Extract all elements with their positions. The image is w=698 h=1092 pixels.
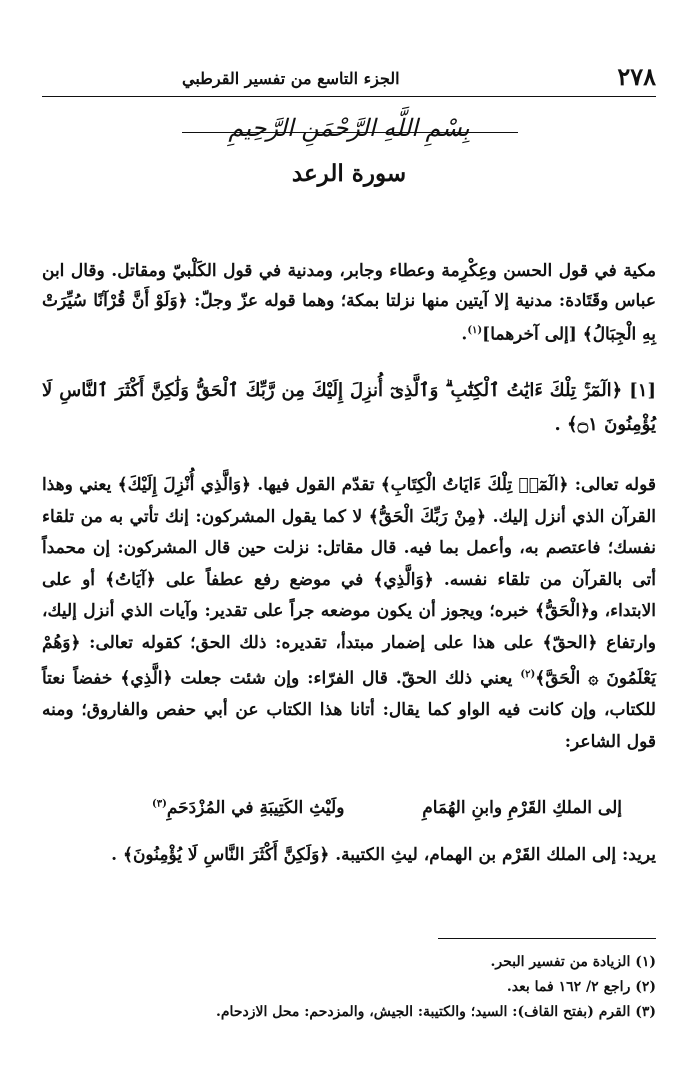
footnote-1: (١) الزيادة من تفسير البحر. (490, 954, 656, 970)
commentary-line-2: يعني وهذا القرآن الذي أنزل إليك. ﴿مِنْ رَبِّكَ الْحَقُّ﴾ لا كما يقول المشركون: إنك (42, 475, 657, 527)
footnote-2: (٢) راجع ٢/ ١٦٢ فما بعد. (506, 979, 656, 995)
footnote-ref-3: (٣) (152, 798, 167, 810)
footnote-ref-1: (١) (467, 325, 483, 336)
commentary-line-5: ﴿آيَاتُ﴾ أو على الابتداء، و﴿الْحَقُّ﴾ خبره؛ ويجوز أن يكون موضعه جراً على تقدير: (42, 569, 656, 621)
poetry-verse (42, 794, 656, 830)
basmala-calligraphy: بِسْمِ اللَّهِ الرَّحْمَنِ الرَّحِيمِ (228, 114, 470, 142)
commentary-line-7-end: يعني ذلك الحقّ. قال الفرّاء: وإن (273, 668, 521, 689)
poem-second-hemistich: ولَيْثِ الكَتِيبَةِ في المُزْدَحَمِ (166, 798, 345, 818)
intro-line-1: مكية في قول الحسن وعِكْرِمة وعطاء وجابر، ومدنية في قول الكَلْبيّ ومقاتل. (111, 261, 656, 281)
verse-number: [١] (629, 380, 656, 401)
page-number: ٢٧٨ (617, 62, 656, 91)
header-divider (42, 96, 656, 97)
verse-text: ﴿الٓمٓرۚ تِلْكَ ءَايَٰتُ ٱلْكِتَٰبِ ۗ وَٱلَّذِىٓ أُنزِلَ إِلَيْكَ مِن رَّبِّكَ ٱلْحَقُّ وَلَٰكِنَّ أَكْثَرَ ٱلنَّاسِ لَا يُؤْمِنُونَ ۝١﴾ . (42, 380, 656, 435)
running-header-title: الجزء التاسع من تفسير القرطبي (182, 69, 400, 88)
poem-second-hemistich-group (152, 798, 344, 818)
commentary-line-8: شئت جعلت ﴿الَّذِي﴾ خفضاً نعتاً للكتاب، وإن كانت فيه الواو كما يقال: أتانا هذا (42, 668, 656, 721)
poem-first-hemistich: إلى الملكِ القَرْمِ وابنِ الهُمَامِ (422, 798, 622, 818)
commentary-line-9: الكتاب عن أبي حفص والفاروق؛ ومنه قول الشاعر: (42, 700, 656, 752)
commentary-line-1: قوله تعالى: ﴿الٓمٓرۚ تِلْكَ ءَايَاتُ الْكِتَابِ﴾ تقدّم القول فيها. ﴿وَالَّذِي أُنْزِلَ إِلَيْكَ﴾ (117, 475, 657, 495)
commentary-line-7: الحق؛ كقوله تعالى: ﴿وَهُمْ يَعْلَمُونَ ۞ الْحَقَّ﴾ (42, 632, 656, 689)
footnote-divider (438, 938, 656, 939)
commentary-line-6: وآيات الذي أنزل إليك، وارتفاع ﴿الحقّ﴾ على هذا على إضمار مبتدأ، تقديره: ذلك (42, 601, 656, 653)
commentary-line-3: تأتي به من تلقاء نفسك؛ فاعتصم به، وأعمل بما فيه. قال مقاتل: نزلت حين قال (42, 506, 657, 558)
quran-verse (42, 374, 656, 442)
basmala-baseline (182, 132, 518, 133)
footnote-3: (٣) القرم (بفتح القاف): السيد؛ والكتيبة: الجيش، والمزدحم: محل الازدحام. (216, 1004, 656, 1020)
footnote-ref-2: (٢) (520, 669, 536, 680)
intro-line-2: وقال ابن عباس وقَتَادة: مدنية إلا آيتين منها نزلتا بمكة؛ وهما قوله عزّ وجلّ: ﴿وَلَوْ أَنَّ (42, 261, 656, 311)
closing-paragraph: يريد: إلى الملك القَرْم بن الهمام، ليثِ الكتيبة. ﴿وَلَكِنَّ أَكْثَرَ النَّاسِ لَا يُؤْمِنُونَ﴾ . (111, 845, 656, 865)
commentary-line-4: المشركون: إن محمداً أتى بالقرآن من تلقاء نفسه. ﴿وَالَّذِي﴾ في موضع رفع عطفاً على (42, 538, 656, 590)
intro-line-3: قُرْآنًا سُيِّرَتْ بِهِ الْجِبَالُ﴾ [إلى آخرهما] (42, 291, 656, 345)
commentary-paragraph (42, 470, 656, 758)
surah-title: سورة الرعد (291, 160, 407, 187)
footnotes (42, 950, 656, 1025)
running-header (42, 62, 656, 96)
intro-line-3-end: . (461, 324, 468, 345)
intro-paragraph (42, 256, 656, 350)
